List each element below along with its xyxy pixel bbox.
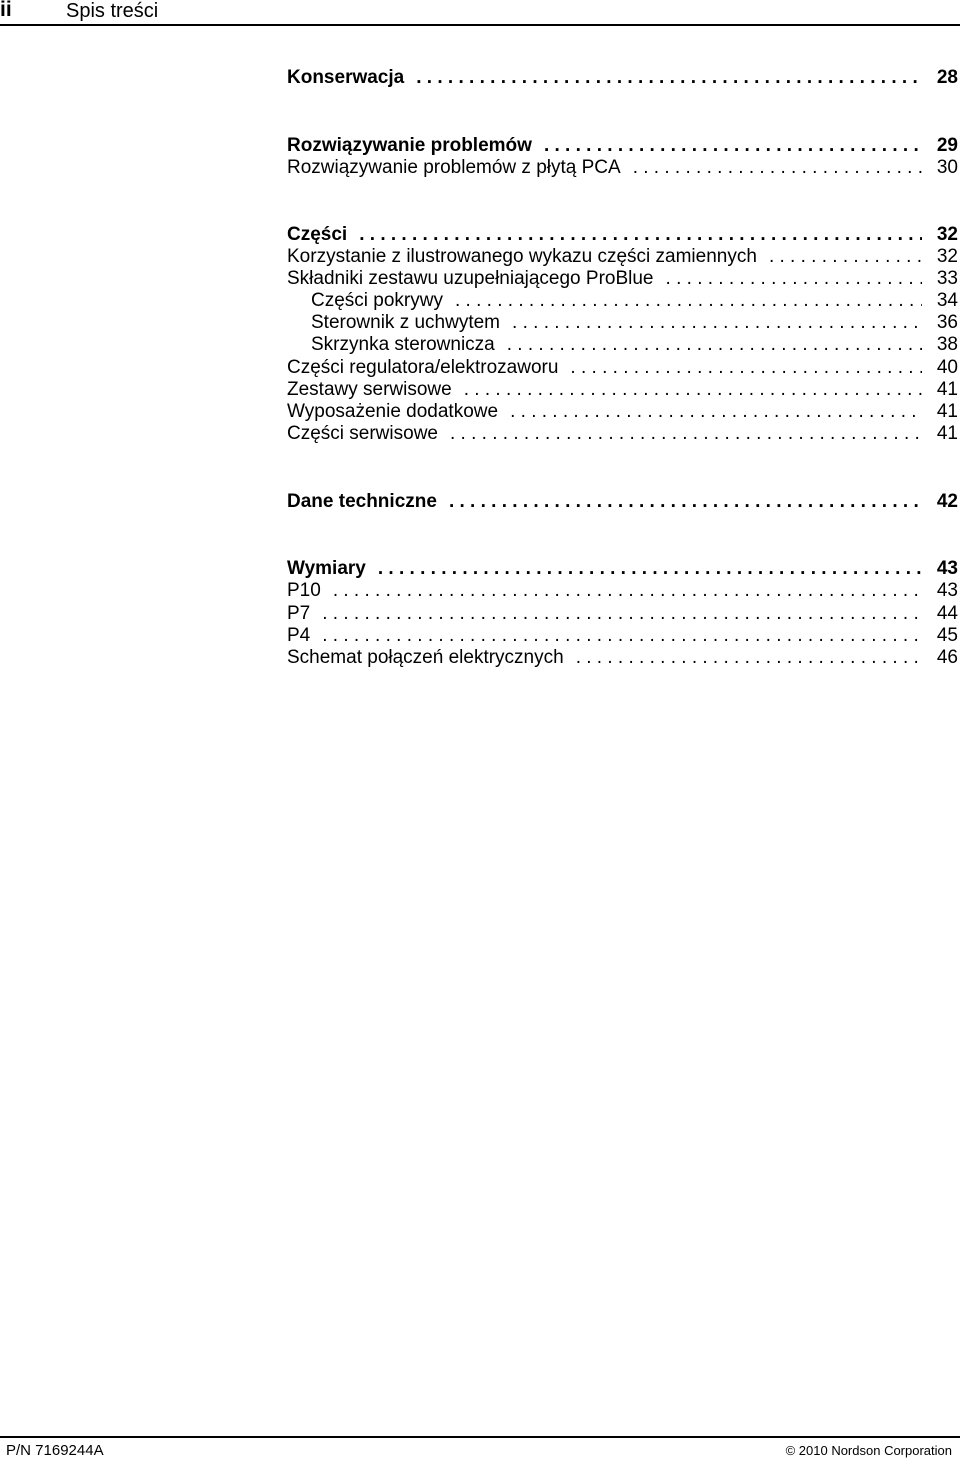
toc-entry[interactable] <box>287 290 958 312</box>
toc-entry-page: 32 <box>936 246 958 267</box>
toc-entry-page: 43 <box>936 558 958 579</box>
toc-dot-leader <box>544 135 922 157</box>
toc-entry-page: 41 <box>936 379 958 400</box>
toc-entry-label: Części <box>287 224 348 245</box>
toc-dot-leader <box>322 625 922 647</box>
toc-dot-leader <box>507 334 922 356</box>
toc-dot-leader <box>576 647 922 669</box>
toc-dot-leader <box>666 268 922 290</box>
toc-entry[interactable] <box>287 625 958 647</box>
toc-entry-label: P7 <box>287 603 311 624</box>
page-footer <box>0 1436 960 1461</box>
toc-dot-leader <box>633 157 922 179</box>
footer-divider <box>0 1436 960 1438</box>
toc-entry-page: 41 <box>936 423 958 444</box>
toc-entry[interactable] <box>287 401 958 423</box>
toc-dot-leader <box>455 290 922 312</box>
toc-dot-leader <box>359 224 922 246</box>
toc-entry-label: Wymiary <box>287 558 366 579</box>
toc-dot-leader <box>510 401 922 423</box>
toc-entry-label: Rozwiązywanie problemów z płytą PCA <box>287 157 621 178</box>
toc-entry-label: Składniki zestawu uzupełniającego ProBlue <box>287 268 654 289</box>
toc-entry[interactable] <box>287 379 958 401</box>
toc-entry-page: 38 <box>936 334 958 355</box>
toc-entry-page: 36 <box>936 312 958 333</box>
header-divider <box>0 24 960 26</box>
toc-entry-page: 43 <box>936 580 958 601</box>
toc-entry[interactable] <box>287 157 958 179</box>
toc-entry-label: P10 <box>287 580 321 601</box>
toc-dot-leader <box>464 379 922 401</box>
toc-entry[interactable] <box>287 558 958 580</box>
toc-entry[interactable] <box>287 491 958 513</box>
toc-entry-page: 33 <box>936 268 958 289</box>
toc-entry-label: Rozwiązywanie problemów <box>287 135 532 156</box>
page-number: ii <box>0 0 12 21</box>
toc-entry-page: 29 <box>936 135 958 156</box>
toc-entry[interactable] <box>287 647 958 669</box>
toc-entry-label: Sterownik z uchwytem <box>311 312 501 333</box>
toc-entry-label: Wyposażenie dodatkowe <box>287 401 499 422</box>
toc-dot-leader <box>769 246 922 268</box>
toc-entry[interactable] <box>287 334 958 356</box>
toc-entry-page: 44 <box>936 603 958 624</box>
toc-entry-page: 34 <box>936 290 958 311</box>
toc-dot-leader <box>449 491 922 513</box>
toc-entry[interactable] <box>287 67 958 89</box>
toc-entry-label: Korzystanie z ilustrowanego wykazu części zamiennych <box>287 246 757 267</box>
page-header <box>0 0 960 24</box>
toc-entry-page: 45 <box>936 625 958 646</box>
toc-entry-page: 41 <box>936 401 958 422</box>
toc-dot-leader <box>570 357 922 379</box>
toc-entry[interactable] <box>287 312 958 334</box>
toc-entry[interactable] <box>287 246 958 268</box>
toc-dot-leader <box>512 312 922 334</box>
toc-entry-label: P4 <box>287 625 311 646</box>
copyright-notice: © 2010 Nordson Corporation <box>785 1443 952 1458</box>
toc-entry-page: 30 <box>936 157 958 178</box>
toc-entry[interactable] <box>287 580 958 602</box>
toc-dot-leader <box>322 603 922 625</box>
toc-entry[interactable] <box>287 423 958 445</box>
toc-entry-label: Konserwacja <box>287 67 405 88</box>
toc-entry-label: Części regulatora/elektrozaworu <box>287 357 559 378</box>
toc-entry-label: Schemat połączeń elektrycznych <box>287 647 564 668</box>
page-title: Spis treści <box>66 0 159 22</box>
toc-dot-leader <box>450 423 922 445</box>
toc-entry-label: Części serwisowe <box>287 423 438 444</box>
toc-entry[interactable] <box>287 135 958 157</box>
toc-entry[interactable] <box>287 268 958 290</box>
toc-entry[interactable] <box>287 224 958 246</box>
toc-entry-page: 42 <box>936 491 958 512</box>
toc-dot-leader <box>333 580 922 602</box>
toc-entry-page: 40 <box>936 357 958 378</box>
toc-entry-page: 46 <box>936 647 958 668</box>
toc-entry-page: 28 <box>936 67 958 88</box>
part-number: P/N 7169244A <box>6 1442 104 1459</box>
toc-entry[interactable] <box>287 603 958 625</box>
toc-entry-label: Zestawy serwisowe <box>287 379 452 400</box>
toc-dot-leader <box>378 558 922 580</box>
toc-entry-label: Skrzynka sterownicza <box>311 334 495 355</box>
toc-entry[interactable] <box>287 357 958 379</box>
toc-dot-leader <box>416 67 922 89</box>
toc-entry-label: Dane techniczne <box>287 491 437 512</box>
toc-entry-label: Części pokrywy <box>311 290 443 311</box>
toc-entry-page: 32 <box>936 224 958 245</box>
